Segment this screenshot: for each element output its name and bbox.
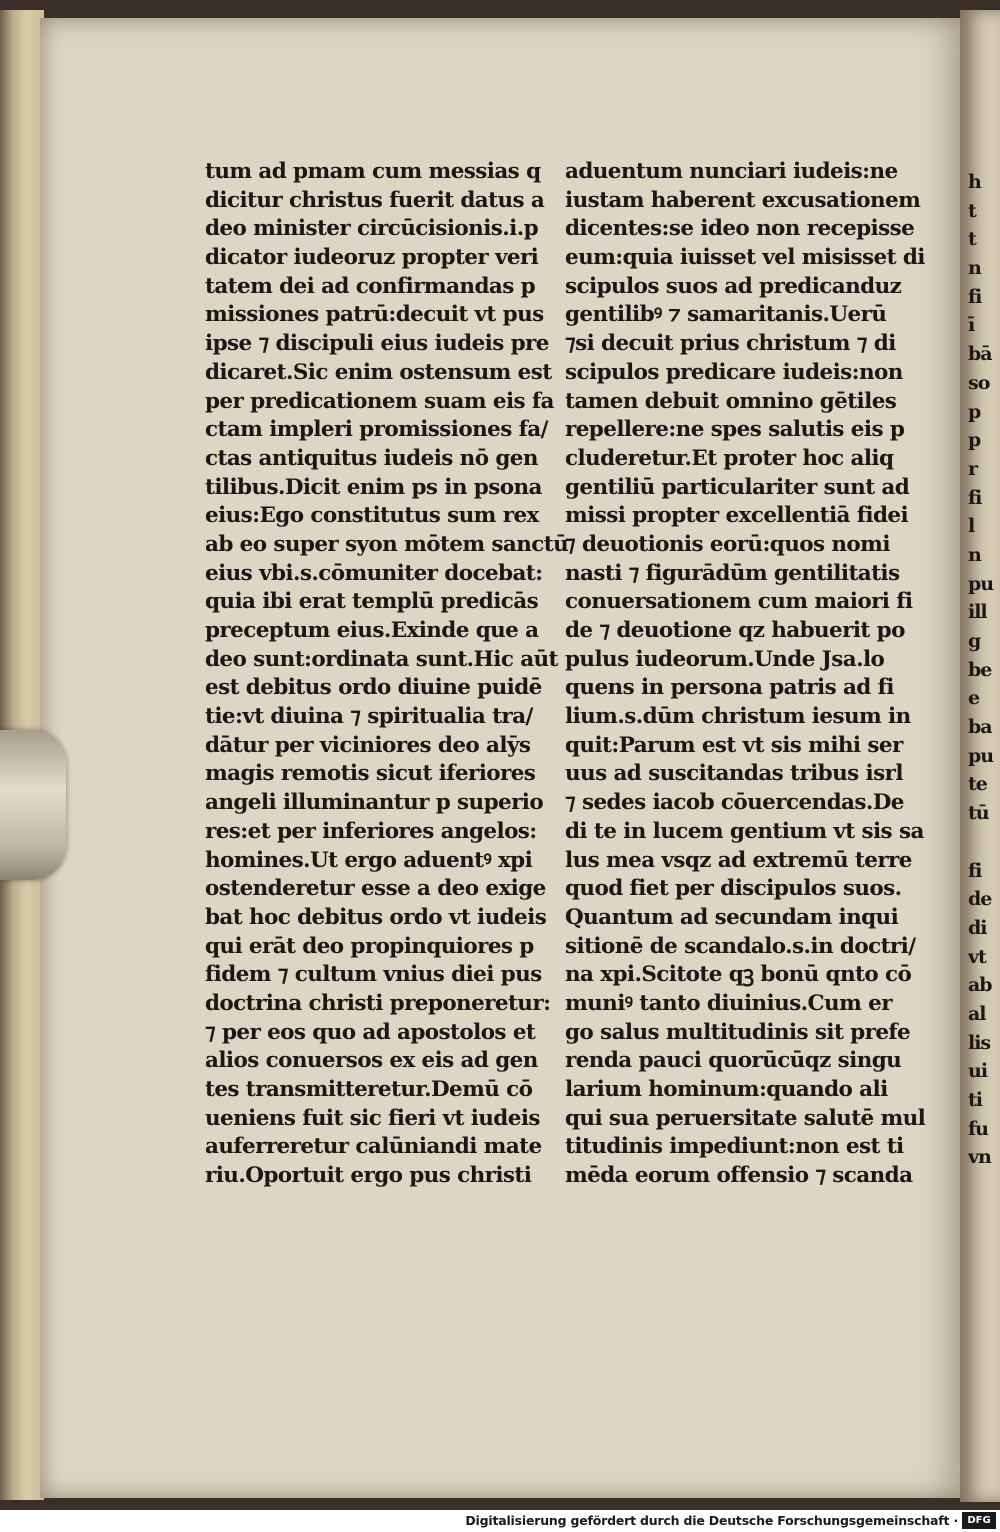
text-line: gentiliū particulariter sunt ad — [565, 474, 910, 500]
text-line: magis remotis sicut iferiores — [205, 761, 536, 787]
text-line: deo sunt:ordinata sunt.Hic aūt — [205, 646, 558, 672]
text-line: missiones patrū:decuit vt pus — [205, 302, 544, 328]
text-line: lis — [968, 1031, 991, 1054]
text-line: riu.Oportuit ergo pus christi — [205, 1163, 532, 1189]
text-line: na xpi.Scitote qꝫ bonū qnto cō — [565, 962, 912, 988]
text-line: nasti ⁊ figurādūm gentilitatis — [565, 560, 900, 586]
text-line: renda pauci quorūcūqz singu — [565, 1048, 902, 1074]
text-line: al — [968, 1002, 986, 1025]
text-line: deo minister circūcisionis.i.p — [205, 216, 539, 242]
text-line: ctas antiquitus iudeis nō gen — [205, 445, 538, 471]
text-line: pu — [968, 744, 994, 767]
text-line: tie:vt diuina ⁊ spiritualia tra/ — [205, 704, 533, 730]
text-line: ostenderetur esse a deo exige — [205, 876, 546, 902]
text-line: ab eo super syon mōtem sanctū — [205, 531, 569, 557]
text-line: ti — [968, 1089, 982, 1111]
text-line: e — [968, 687, 980, 710]
text-line: qui erāt deo propinquiores p — [205, 933, 534, 959]
text-line: bat hoc debitus ordo vt iudeis — [205, 904, 547, 930]
right-page-fragment — [960, 10, 1000, 1502]
text-line: go salus multitudinis sit prefe — [565, 1019, 911, 1045]
text-line: vt — [968, 945, 986, 968]
text-line: r — [968, 457, 978, 480]
text-line: t — [968, 199, 976, 222]
text-line: mēda eorum offensio ⁊ scanda — [565, 1163, 913, 1189]
text-line: repellere:ne spes salutis eis p — [565, 417, 905, 443]
text-line: eum:quia iuisset vel misisset di — [565, 245, 925, 271]
text-line: dicator iudeoruz propter veri — [205, 245, 539, 271]
text-line — [968, 1172, 1000, 1201]
text-line: ueniens fuit sic fieri vt iudeis — [205, 1105, 540, 1131]
text-line: est debitus ordo diuine puidē — [205, 675, 542, 701]
text-line: tum ad pmam cum messias q — [205, 159, 541, 184]
text-line: eius vbi.s.cōmuniter docebat: — [205, 560, 543, 586]
text-line: muniꝰ tanto diuinius.Cum er — [565, 990, 892, 1016]
text-line: quit:Parum est vt sis mihi ser — [565, 732, 903, 758]
text-line: fu — [968, 1117, 988, 1140]
text-line: be — [968, 658, 992, 681]
text-line: fidem ⁊ cultum vnius diei pus — [205, 962, 542, 988]
text-line: per predicationem suam eis fa — [205, 388, 554, 414]
text-line: sitionē de scandalo.s.in doctri/ — [565, 933, 916, 959]
text-line: tatem dei ad confirmandas p — [205, 273, 536, 299]
text-line: homines.Ut ergo aduentꝰ xpi — [205, 847, 533, 873]
text-line: g — [968, 630, 981, 652]
text-line: pu — [968, 572, 994, 595]
text-line: larium hominum:quando ali — [565, 1077, 888, 1102]
text-line: tū — [968, 802, 989, 825]
text-line: iustam haberent excusationem — [565, 187, 921, 213]
footer — [0, 1510, 1000, 1532]
text-line: lus mea vsqz ad extremū terre — [565, 847, 912, 873]
text-line: quia ibi erat templū predicās — [205, 589, 539, 615]
text-line: cluderetur.Et proter hoc aliq — [565, 445, 894, 471]
text-line: dicaret.Sic enim ostensum est — [205, 359, 552, 385]
text-line: gentilibꝰ ⁊ samaritanis.Uerū — [565, 302, 887, 328]
funding-note: Digitalisierung gefördert durch die Deutsche Forschungsgemeinschaft · — [465, 1513, 958, 1528]
text-line: preceptum eius.Exinde que a — [205, 618, 539, 643]
text-line: fi — [968, 486, 982, 509]
text-line: scipulos suos ad predicanduz — [565, 273, 902, 299]
text-line: titudinis impediunt:non est ti — [565, 1134, 904, 1160]
text-line: ⁊ per eos quo ad apostolos et — [205, 1019, 536, 1045]
text-line: tilibus.Dicit enim ps in psona — [205, 474, 542, 500]
text-line: aduentum nunciari iudeis:ne — [565, 159, 898, 184]
text-line: p — [968, 429, 981, 452]
text-line: res:et per inferiores angelos: — [205, 818, 537, 844]
text-column-left — [205, 158, 569, 1191]
text-line: fi — [968, 859, 982, 882]
text-line: h — [968, 171, 981, 193]
text-line: ⁊ sedes iacob cōuercendas.De — [565, 790, 904, 816]
text-line: conuersationem cum maiori fi — [565, 589, 913, 615]
text-line: pulus iudeorum.Unde Jsa.lo — [565, 646, 885, 672]
text-line: missi propter excellentiā fidei — [565, 503, 909, 529]
text-line: uus ad suscitandas tribus isrl — [565, 761, 903, 787]
text-line: quens in persona patris ad fi — [565, 675, 894, 701]
text-line: n — [968, 257, 981, 280]
text-line: ctam impleri promissiones fa/ — [205, 417, 548, 443]
text-line: l — [968, 515, 975, 538]
text-line: so — [968, 371, 990, 394]
text-line: Quantum ad secundam inqui — [565, 904, 899, 930]
text-line: qui sua peruersitate salutē mul — [565, 1105, 926, 1131]
text-line: ipse ⁊ discipuli eius iudeis pre — [205, 331, 549, 357]
text-line: di — [968, 916, 987, 939]
text-line: fi — [968, 285, 982, 308]
text-column-right — [565, 158, 926, 1191]
text-line: eius:Ego constitutus sum rex — [205, 503, 539, 529]
text-line: angeli illuminantur p superio — [205, 790, 544, 816]
text-line: auferreretur calūniandi mate — [205, 1134, 542, 1160]
text-line: ⁊ deuotionis eorū:quos nomi — [565, 531, 890, 557]
book-clasp — [0, 730, 66, 880]
text-line: p — [968, 400, 981, 423]
text-line: quod fiet per discipulos suos. — [565, 876, 902, 902]
text-line: bā — [968, 343, 992, 366]
text-line: n — [968, 543, 981, 566]
text-line: ī — [968, 314, 975, 337]
text-line: ill — [968, 601, 987, 624]
right-page-text — [968, 168, 1000, 1201]
text-line: tamen debuit omnino gētiles — [565, 388, 897, 414]
text-line: ui — [968, 1060, 988, 1083]
text-line: dicitur christus fuerit datus a — [205, 187, 545, 213]
text-line: vn — [968, 1146, 991, 1169]
text-line: tes transmitteretur.Demū cō — [205, 1077, 533, 1102]
text-line: lium.s.dūm christum iesum in — [565, 704, 911, 730]
text-line: dicentes:se ideo non recepisse — [565, 216, 915, 242]
dfg-logo: DFG — [962, 1512, 996, 1529]
text-line: ab — [968, 974, 992, 997]
text-line: alios conuersos ex eis ad gen — [205, 1048, 538, 1074]
text-line: te — [968, 773, 987, 796]
text-line: de — [968, 888, 992, 911]
text-line: dātur per viciniores deo alȳs — [205, 732, 531, 758]
text-line: ba — [968, 716, 992, 739]
text-line: di te in lucem gentium vt sis sa — [565, 818, 924, 844]
text-line: t — [968, 228, 976, 251]
text-line: ⁊si decuit prius christum ⁊ di — [565, 331, 896, 357]
text-line: de ⁊ deuotione qz habuerit po — [565, 618, 905, 643]
text-line: doctrina christi preponeretur: — [205, 990, 551, 1016]
text-line — [968, 828, 1000, 857]
text-line: scipulos predicare iudeis:non — [565, 359, 903, 385]
